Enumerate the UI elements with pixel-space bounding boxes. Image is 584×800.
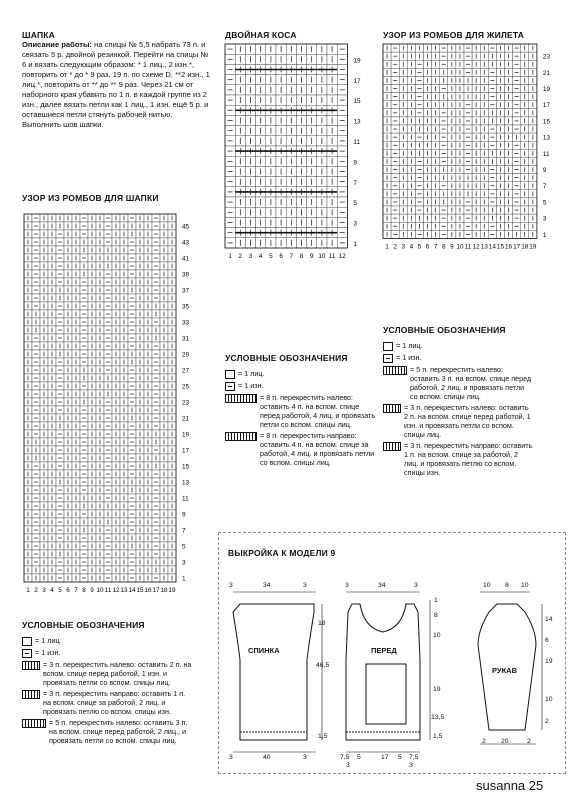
col-label: 7 bbox=[74, 587, 78, 594]
row-label: 15 bbox=[542, 118, 551, 126]
col-label: 5 bbox=[417, 243, 422, 251]
page-number: 25 bbox=[528, 778, 544, 793]
back-dim-bottom-mid: 40 bbox=[263, 754, 271, 761]
back-piece bbox=[233, 604, 314, 740]
row-label: 13 bbox=[182, 479, 190, 487]
col-label: 2 bbox=[34, 587, 38, 594]
col-label: 3 bbox=[42, 587, 46, 594]
row-label: 27 bbox=[182, 367, 190, 375]
front-dim-s6: 1,5 bbox=[433, 733, 443, 740]
col-label: 12 bbox=[472, 243, 480, 251]
col-label: 19 bbox=[529, 243, 537, 251]
col-label: 5 bbox=[58, 587, 62, 594]
col-label: 11 bbox=[464, 243, 472, 251]
row-label: 3 bbox=[353, 220, 357, 228]
sleeve-dim-t3: 10 bbox=[521, 582, 529, 589]
legend-item: = 1 лиц. bbox=[383, 341, 533, 351]
front-dim-b7: 3 bbox=[409, 762, 413, 769]
col-label: 4 bbox=[50, 587, 54, 594]
row-label: 31 bbox=[182, 335, 190, 343]
legend-item: = 1 лиц. bbox=[225, 369, 380, 379]
row-label: 21 bbox=[542, 69, 551, 77]
legend-item: = 8 п. перекрестить налево: оставить 4 п. на вспом. спице перед работой, 4 лиц. и провязать петли со вспом. спицы лиц. bbox=[225, 393, 380, 429]
col-label: 18 bbox=[521, 243, 529, 251]
vest-diamond-title: УЗОР ИЗ РОМБОВ ДЛЯ ЖИЛЕТА bbox=[383, 30, 525, 40]
col-label: 8 bbox=[82, 587, 86, 594]
col-label: 7 bbox=[433, 243, 438, 251]
row-label: 5 bbox=[542, 199, 547, 207]
back-dim-side1: 18 bbox=[318, 620, 326, 627]
legend-item: = 8 п. перекрестить направо: оставить 4 п. на вспом. спице за работой, 4 лиц. и провязать петли со вспом. спицы лиц. bbox=[225, 431, 380, 467]
pattern-title: ВЫКРОЙКА К МОДЕЛИ 9 bbox=[228, 548, 336, 558]
back-dim-bottom-right: 3 bbox=[303, 754, 307, 761]
col-label: 13 bbox=[120, 587, 128, 594]
col-label: 9 bbox=[450, 243, 454, 251]
col-label: 11 bbox=[104, 587, 112, 594]
front-dim-b6: 3 bbox=[346, 762, 350, 769]
row-label: 17 bbox=[182, 447, 190, 455]
legend-middle-title: УСЛОВНЫЕ ОБОЗНАЧЕНИЯ bbox=[225, 353, 348, 363]
row-label: 37 bbox=[182, 287, 190, 295]
col-label: 15 bbox=[496, 243, 505, 251]
sleeve-dim-b1: 2 bbox=[482, 738, 486, 745]
back-dim-top-right: 3 bbox=[303, 582, 307, 589]
col-label: 10 bbox=[96, 587, 104, 594]
front-dim-s3: 10 bbox=[433, 632, 441, 639]
col-label: 3 bbox=[401, 243, 406, 251]
row-label: 5 bbox=[182, 543, 186, 551]
legend-item: = 5 п. перекрестить налево: оставить 3 п. на вспом. спице перед работой, 2 лиц., и провязать петли со вспом. спицы лиц. bbox=[22, 718, 192, 745]
col-label: 1 bbox=[385, 243, 389, 251]
front-dim-s2: 8 bbox=[434, 612, 438, 619]
hat-title: ШАПКА bbox=[22, 30, 56, 40]
row-label: 15 bbox=[182, 463, 190, 471]
legend-item: = 3 п. перекрестить налево: оставить 2 п. на вспом. спице перед работой, 1 изн. и провязать петли со вспом. спицы лиц. bbox=[383, 403, 533, 439]
legend-left-title: УСЛОВНЫЕ ОБОЗНАЧЕНИЯ bbox=[22, 620, 145, 630]
col-label: 18 bbox=[160, 587, 168, 594]
sleeve-dim-t1: 10 bbox=[483, 582, 491, 589]
col-label: 11 bbox=[328, 253, 336, 260]
double-cable-title: ДВОЙНАЯ КОСА bbox=[225, 30, 297, 40]
back-label: СПИНКА bbox=[248, 646, 280, 655]
legend-item: = 3 п. перекрестить налево: оставить 2 п. на вспом. спице перед работой, 1 изн. и провязать петли со вспом. спицы лиц. bbox=[22, 660, 192, 687]
row-label: 9 bbox=[353, 159, 357, 167]
row-label: 19 bbox=[182, 431, 190, 439]
col-label: 6 bbox=[279, 253, 283, 260]
col-label: 4 bbox=[258, 253, 263, 260]
sleeve-dim-t2: 8 bbox=[505, 582, 509, 589]
col-label: 14 bbox=[128, 587, 136, 594]
row-label: 19 bbox=[542, 85, 551, 93]
col-label: 3 bbox=[248, 253, 253, 260]
col-label: 9 bbox=[90, 587, 94, 594]
row-label: 39 bbox=[182, 271, 190, 279]
col-label: 13 bbox=[480, 243, 488, 251]
sleeve-dim-r3: 19 bbox=[545, 658, 553, 665]
col-label: 10 bbox=[318, 253, 326, 260]
col-label: 2 bbox=[238, 253, 243, 260]
front-dim-b4: 5 bbox=[398, 754, 402, 761]
col-label: 12 bbox=[112, 587, 120, 594]
sleeve-dim-r4: 10 bbox=[545, 696, 553, 703]
back-dim-side3: 1,5 bbox=[318, 733, 328, 740]
legend-item: = 1 изн. bbox=[225, 381, 380, 391]
row-label: 15 bbox=[353, 98, 361, 106]
legend-item: = 5 п. перекрестить налево: оставить 3 п. на вспом. спице перед работой, 2 лиц. и провязать петли со вспом. спицы лиц. bbox=[383, 365, 533, 401]
page-footer bbox=[476, 778, 543, 793]
front-dim-s5: 13,5 bbox=[431, 714, 445, 721]
sleeve-dim-b2: 20 bbox=[501, 738, 509, 745]
row-label: 23 bbox=[542, 53, 551, 61]
col-label: 15 bbox=[136, 587, 144, 594]
row-label: 29 bbox=[182, 351, 190, 359]
front-label: ПЕРЕД bbox=[371, 646, 397, 655]
front-dim-b5: 7,5 bbox=[409, 754, 419, 761]
row-label: 43 bbox=[182, 239, 190, 247]
legend-item: = 3 п. перекрестить направо: оставить 1 п. на вспом. спице за работой, 2 лиц. и провязать петлю со вспом. спицы изн. bbox=[383, 441, 533, 477]
sleeve-dim-r2: 6 bbox=[545, 637, 549, 644]
col-label: 17 bbox=[152, 587, 160, 594]
row-label: 11 bbox=[182, 495, 189, 503]
row-label: 25 bbox=[182, 383, 190, 391]
row-label: 13 bbox=[353, 118, 361, 126]
row-label: 33 bbox=[182, 319, 190, 327]
row-label: 21 bbox=[182, 415, 190, 423]
sleeve-dim-r5: 2 bbox=[545, 718, 549, 725]
back-dim-bottom-left: 3 bbox=[229, 754, 233, 761]
row-label: 9 bbox=[542, 166, 547, 174]
sleeve-dim-r1: 14 bbox=[545, 616, 553, 623]
front-dim-s4: 19 bbox=[433, 686, 441, 693]
row-label: 3 bbox=[182, 559, 186, 567]
col-label: 2 bbox=[393, 243, 397, 251]
front-piece bbox=[346, 604, 420, 740]
col-label: 6 bbox=[66, 587, 70, 594]
legend-right-title: УСЛОВНЫЕ ОБОЗНАЧЕНИЯ bbox=[383, 325, 506, 335]
back-dim-top-mid: 34 bbox=[263, 582, 271, 589]
row-label: 41 bbox=[182, 255, 190, 263]
row-label: 17 bbox=[353, 77, 361, 85]
col-label: 1 bbox=[26, 587, 30, 594]
col-label: 6 bbox=[425, 243, 430, 251]
sleeve-label: РУКАВ bbox=[492, 666, 517, 675]
row-label: 11 bbox=[353, 138, 361, 146]
col-label: 8 bbox=[441, 243, 446, 251]
col-label: 16 bbox=[504, 243, 513, 251]
front-dim-b2: 5 bbox=[357, 754, 361, 761]
back-dim-side2: 46,5 bbox=[316, 662, 330, 669]
col-label: 4 bbox=[409, 243, 414, 251]
legend-item: = 3 п. перекрестить направо: оставить 1 п. на вспом. спице за работой, 2 лиц. и провязать петлю со вспом. спицы изн. bbox=[22, 689, 192, 716]
col-label: 8 bbox=[299, 253, 304, 260]
front-dim-b1: 7,5 bbox=[340, 754, 350, 761]
row-label: 5 bbox=[353, 200, 357, 208]
row-label: 7 bbox=[182, 527, 186, 535]
front-dim-b3: 17 bbox=[381, 754, 389, 761]
row-label: 1 bbox=[353, 240, 357, 248]
row-label: 1 bbox=[542, 231, 547, 239]
row-label: 9 bbox=[182, 511, 186, 519]
col-label: 1 bbox=[228, 253, 232, 260]
row-label: 35 bbox=[182, 303, 190, 311]
row-label: 23 bbox=[182, 399, 190, 407]
col-label: 9 bbox=[309, 253, 314, 260]
row-label: 7 bbox=[542, 183, 547, 191]
col-label: 19 bbox=[168, 587, 176, 594]
hat-desc-text: на спицы № 5,5 набрать 73 п. и связать 5 р. двойной резинкой. Перейти на спицы № 6 и вязать следующим образом: * 1 лиц., 2 изн.*, повторить от * до * 9 раз, 19 п. по схеме D, **2 изн., 1 лиц.*, повторить от ** до ** 9 раз. Через 21 см от наборного края убавить по 1 п. в каждой группе из 2 изн., далее вязать петли как 1 лиц., 1 изн. ещё 5 р. и оставшиеся петли стянуть рабочей нитью. Выполнить шов шапки. bbox=[22, 40, 210, 129]
row-label: 45 bbox=[182, 223, 190, 231]
sleeve-dim-b3: 2 bbox=[527, 738, 531, 745]
hat-diamond-title: УЗОР ИЗ РОМБОВ ДЛЯ ШАПКИ bbox=[22, 193, 159, 203]
hat-desc-label: Описание работы: bbox=[22, 40, 93, 49]
front-dim-top-left: 3 bbox=[345, 582, 349, 589]
col-label: 16 bbox=[144, 587, 152, 594]
col-label: 12 bbox=[338, 253, 346, 260]
col-label: 10 bbox=[456, 243, 464, 251]
back-dim-top-left: 3 bbox=[229, 582, 233, 589]
row-label: 13 bbox=[542, 134, 551, 142]
row-label: 19 bbox=[353, 57, 361, 65]
front-dim-top-mid: 34 bbox=[378, 582, 386, 589]
col-label: 7 bbox=[289, 253, 294, 260]
front-dim-top-right: 3 bbox=[414, 582, 418, 589]
row-label: 7 bbox=[353, 179, 357, 187]
row-label: 11 bbox=[542, 150, 550, 158]
row-label: 17 bbox=[542, 102, 551, 110]
brand-name: susanna bbox=[476, 778, 526, 793]
col-label: 17 bbox=[513, 243, 521, 251]
legend-item: = 1 изн. bbox=[22, 648, 192, 658]
front-dim-s1: 1 bbox=[434, 597, 438, 604]
legend-item: = 1 изн. bbox=[383, 353, 533, 363]
col-label: 14 bbox=[488, 243, 496, 251]
row-label: 1 bbox=[182, 575, 186, 583]
row-label: 3 bbox=[542, 215, 547, 223]
col-label: 5 bbox=[269, 253, 273, 260]
legend-item: = 1 лиц. bbox=[22, 636, 192, 646]
